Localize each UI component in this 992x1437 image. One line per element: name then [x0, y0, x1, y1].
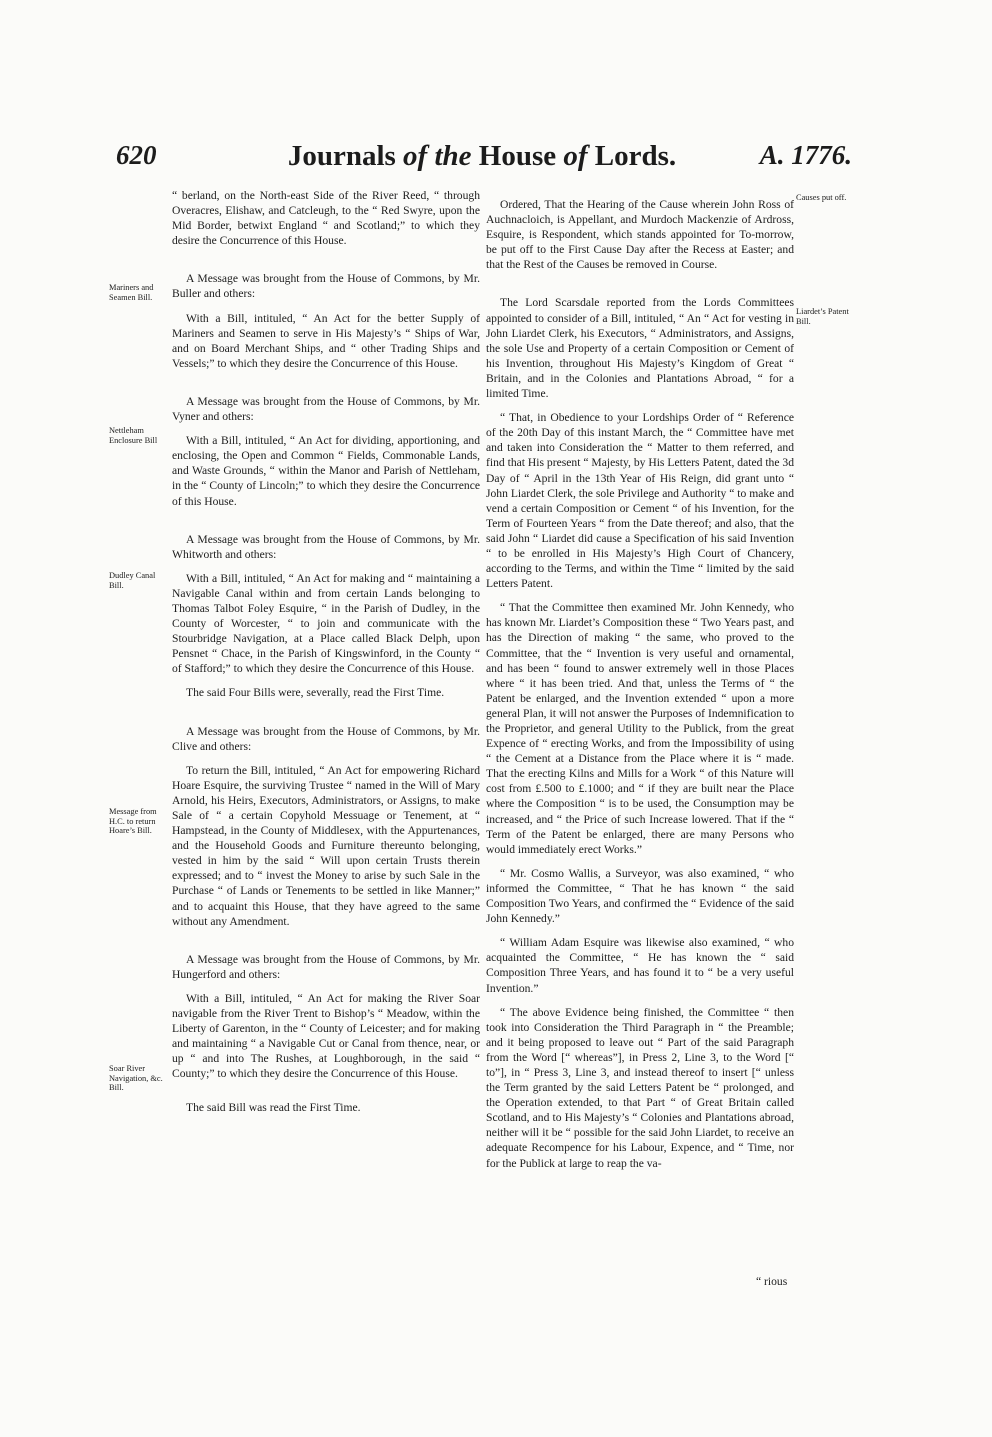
paragraph: A Message was brought from the House of Commons, by Mr. Whitworth and others:: [172, 532, 480, 561]
journal-title: [112, 140, 852, 173]
paragraph: The Lord Scarsdale reported from the Lords Committees appointed to consider of a Bill, intituled, “ An “ Act for vesting in John Liardet Clerk, his Executors, “ Administrators, and Assigns, the sole Use and Property of a certain Composition or Cement of his Invention, throughout His Majesty’s Kingdom of Great “ Britain, and in the Colonies and Plantations Abroad, “ for a limited Time.: [486, 296, 794, 401]
margin-note-mariners: Mariners and Seamen Bill.: [109, 283, 154, 302]
paragraph: “ berland, on the North-east Side of the River Reed, “ through Overacres, Elishaw, and Catcleugh, to the “ Red Swyre, upon the Mid Border, betwixt England “ and Scotland;” to which they desire the Concurrence of this House.: [172, 189, 480, 248]
paragraph: Ordered, That the Hearing of the Cause wherein John Ross of Auchnacloich, is Appellant, and Murdoch Mackenzie of Ardross, Esquire, is Respondent, which stands appointed for To-morrow, be put off to the First Cause Day after the Recess at Easter; and that the Rest of the Causes be removed in Course.: [486, 198, 794, 272]
page-header: [112, 140, 852, 184]
paragraph: “ That the Committee then examined Mr. John Kennedy, who has known Mr. Liardet’s Composition these “ Two Years past, and has the Direction of making “ the same, who proved to the Committee, that the “ Invention is very useful and ornamental, and has been “ found to answer extremely well in those Places where “ it has been tried. And that, unless the Terms of “ the Patent be enlarged, and the Invention extended “ upon a more general Plan, it will not answer the Purposes of Indemnification to the Proprietor, and general Utility to the Publick, from the great Expence of “ erecting Works, and from the Impossibility of using “ the Cement at a Distance from the Place where it is “ made. That the erecting Kilns and Mills for a Work “ of this Nature will cost from £.500 to £.1000; and “ if they are built near the Place where the Composition “ is to be used, the Consumption may be increased, and “ the Price of such Increase lowered. That if the “ Term of the Patent be enlarged, there are many Persons who would immediately erect Works.”: [486, 601, 794, 856]
margin-note-soar: Soar River Navigation, &c. Bill.: [109, 1064, 163, 1093]
paragraph: “ William Adam Esquire was likewise also examined, “ who acquainted the Committee, “ He has known the “ said Composition Three Years, and has found it to “ be a very useful Invention.”: [486, 936, 794, 995]
margin-note-liardet: Liardet’s Patent Bill.: [796, 307, 849, 326]
paragraph: With a Bill, intituled, “ An Act for dividing, apportioning, and enclosing, the Open and Common “ Fields, Commonable Lands, and Waste Grounds, “ within the Manor and Parish of Nettleham, in the “ County of Lincoln;” to which they desire the Concurrence of this House.: [172, 434, 480, 508]
title-part-lords: Lords.: [587, 140, 677, 172]
margin-note-hoare: Message from H.C. to return Hoare’s Bill.: [109, 807, 157, 836]
margin-note-nettleham: Nettleham Enclosure Bill: [109, 426, 158, 445]
title-part-house: House: [471, 140, 564, 172]
paragraph: With a Bill, intituled, “ An Act for making and “ maintaining a Navigable Canal within and from certain Lands belonging to Thomas Talbot Foley Esquire, “ in the Parish of Dudley, in the County of Worcester, “ to join and communicate with the Stourbridge Navigation, at a Place called Black Delph, upon Pensnet “ Chace, in the Parish of Kingswinford, in the County “ of Stafford;” to which they desire the Concurrence of this House.: [172, 571, 480, 676]
paragraph: “ The above Evidence being finished, the Committee “ then took into Consideration the Third Paragraph in “ the Preamble; and it being proposed to leave out “ Part of the said Paragraph from the Word [“ whereas”], in Press 2, Line 3, to the Word [“ to”], in “ Press 3, Line 3, and instead thereof to insert [“ unless the Term granted by the said Letters Patent be “ prolonged, and the Operation extended, to that Part “ of Great Britain called Scotland, and to His Majesty’s “ Colonies and Plantations abroad, neither will it be “ possible for the said John Liardet, to receive an adequate Recompence for his Labour, Expence, and “ Time, nor for the Publick at large to reap the va-: [486, 1005, 794, 1170]
title-part-journals: Journals: [287, 140, 404, 172]
paragraph: The said Bill was read the First Time.: [186, 1100, 361, 1114]
title-part-of: of: [563, 140, 588, 172]
paragraph: To return the Bill, intituled, “ An Act for empowering Richard Hoare Esquire, the surviving Trustee “ named in the Will of Mary Arnold, his Heirs, Executors, Administrators, or Assigns, to make Sale of “ a certain Copyhold Messuage or Tenement, at “ Hampstead, in the County of Middlesex, with the Appurtenances, and the Household Goods and Furniture thereunto belonging, vested in him by the said “ Will upon certain Trusts therein expressed; and to “ invest the Money to arise by such Sale in the Purchase “ of Lands or Tenements to be settled in like Manner;” and to acquaint this House, that they have agreed to the same without any Amendment.: [172, 763, 480, 928]
page-year: A. 1776.: [759, 140, 852, 170]
right-column: [486, 188, 794, 1171]
title-part-of-the: of the: [403, 140, 472, 172]
paragraph: A Message was brought from the House of Commons, by Mr. Hungerford and others:: [172, 952, 480, 981]
paragraph: A Message was brought from the House of Commons, by Mr. Buller and others:: [172, 272, 480, 301]
paragraph: A Message was brought from the House of Commons, by Mr. Clive and others:: [172, 724, 480, 753]
paragraph: “ That, in Obedience to your Lordships Order of “ Reference of the 20th Day of this instant March, the “ Committee have met and taken into Consideration the “ Matter to them referred, and find that His present “ Majesty, by His Letters Patent, dated the 3d Day of “ April in the 13th Year of His Reign, did grant unto “ John Liardet Clerk, the sole Privilege and Authority “ to make and vend a certain Composition or Cement “ of his Invention, for the Term of Fourteen Years “ from the Date thereof; and also, that the said John “ Liardet did cause a Specification of his said Invention “ to be enrolled in His Majesty’s High Court of Chancery, according to the Terms, and within the Time “ limited by the said Letters Patent.: [486, 411, 794, 591]
paragraph: “ Mr. Cosmo Wallis, a Surveyor, was also examined, “ who informed the Committee, “ That he has known “ the said Composition Two Years, and confirmed the “ Evidence of the said John Kennedy.”: [486, 866, 794, 926]
paragraph: With a Bill, intituled, “ An Act for the better Supply of Mariners and Seamen to serve in His Majesty’s “ Ships of War, and on Board Merchant Ships, and “ other Trading Ships and Vessels;” to which they desire the Concurrence of this House.: [172, 311, 480, 370]
left-column: [172, 188, 480, 1115]
page-number: 620: [116, 140, 157, 170]
paragraph: With a Bill, intituled, “ An Act for making the River Soar navigable from the River Trent to Bishop’s “ Meadow, within the Liberty of Garenton, in the “ County of Leicester; and for making and maintaining “ a Navigable Cut or Canal from thence, near, or up “ and into The Rushes, at Loughborough, in the said “ County;” to which they desire the Concurrence of this House.: [172, 991, 480, 1081]
margin-note-causes: Causes put off.: [796, 193, 847, 202]
margin-note-dudley: Dudley Canal Bill.: [109, 571, 156, 590]
paragraph: A Message was brought from the House of Commons, by Mr. Vyner and others:: [172, 394, 480, 424]
paragraph: The said Four Bills were, severally, read the First Time.: [186, 686, 445, 700]
catchword: “ rious: [756, 1275, 788, 1288]
